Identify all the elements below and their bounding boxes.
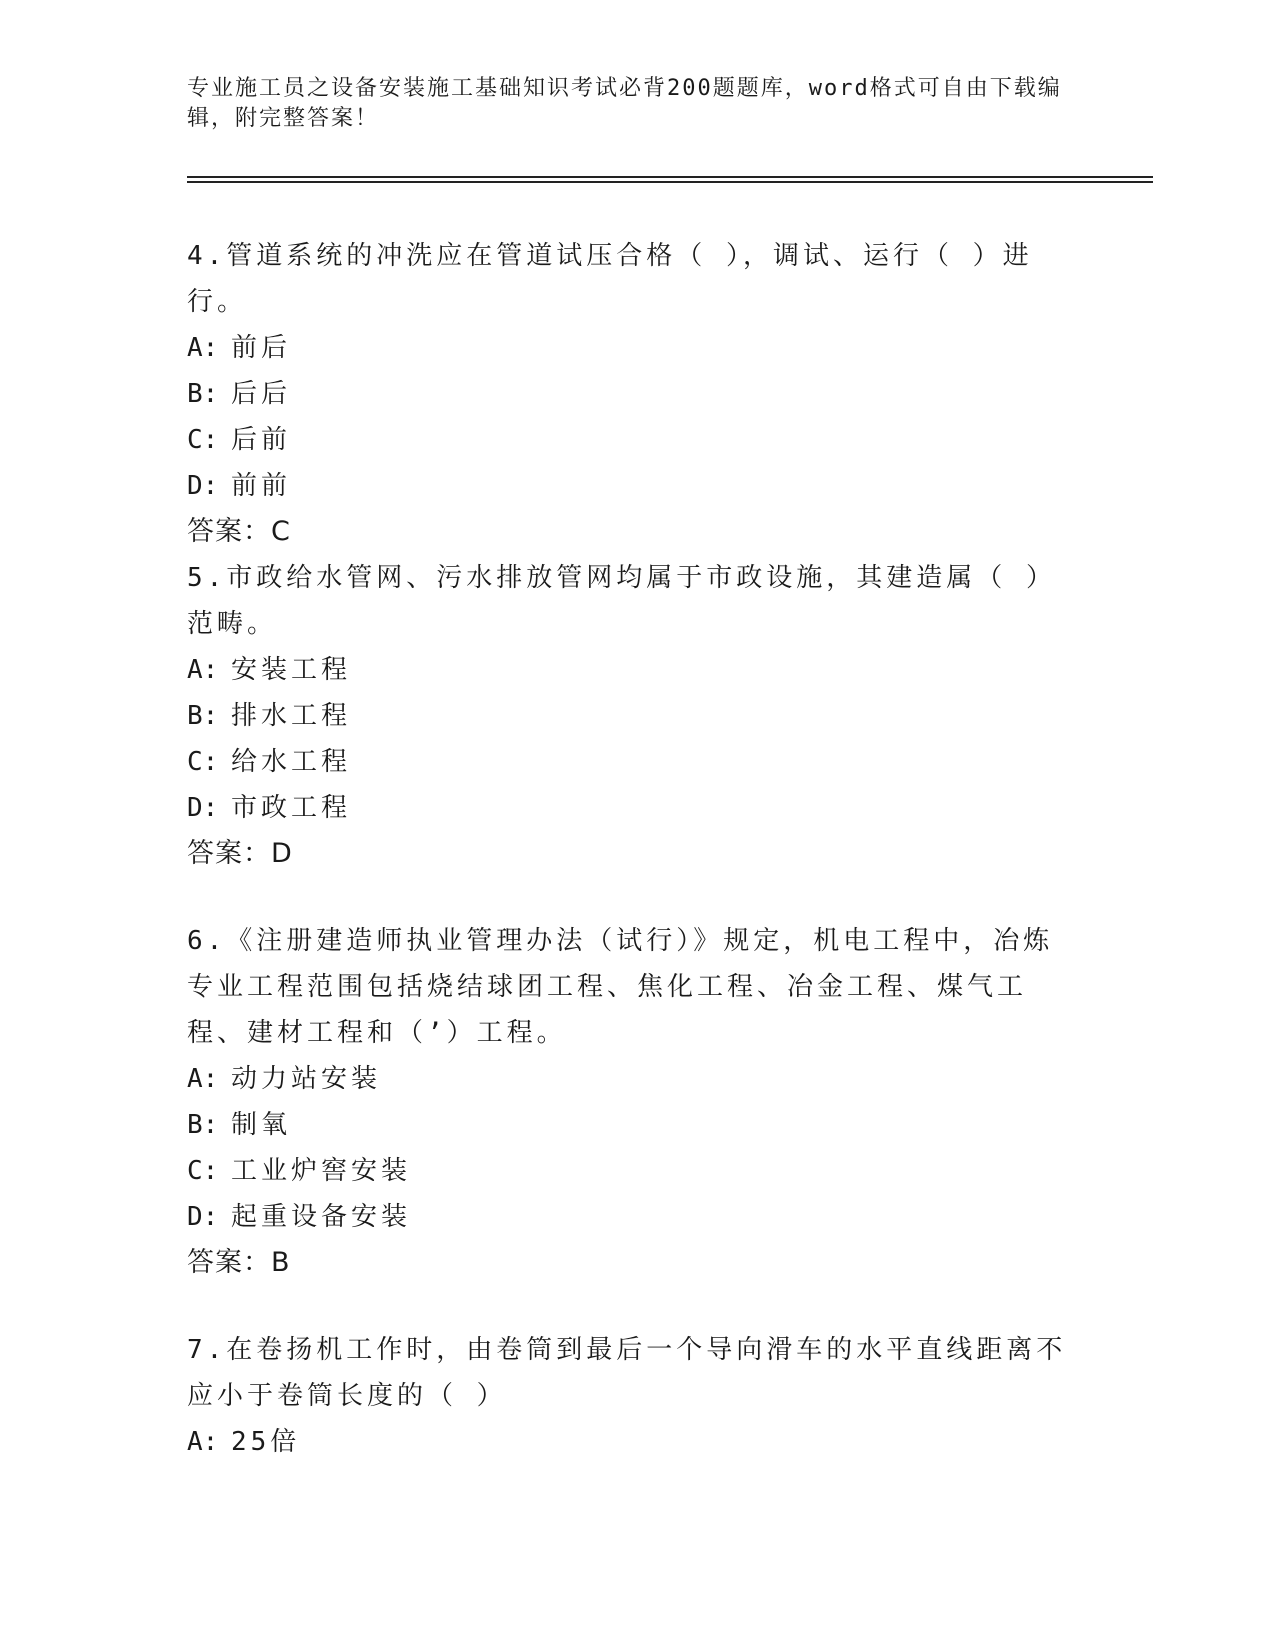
option-text: 给水工程 [231, 747, 352, 777]
question-stem: 5.市政给水管网、污水排放管网均属于市政设施，其建造属（ ）范畴。 [187, 563, 1056, 639]
option-text: 后后 [231, 379, 292, 409]
option-d [187, 463, 1067, 509]
option-letter: B: [187, 1110, 219, 1140]
option-b [187, 371, 1067, 417]
question-4 [187, 233, 1067, 555]
question-5 [187, 555, 1067, 877]
option-letter: D: [187, 471, 219, 501]
option-d [187, 785, 1067, 831]
option-letter: A: [187, 1064, 219, 1094]
option-text: 排水工程 [231, 701, 352, 731]
option-a [187, 1419, 1067, 1465]
question-stem: 7.在卷扬机工作时，由卷筒到最后一个导向滑车的水平直线距离不应小于卷筒长度的（ ） [187, 1335, 1067, 1411]
option-a [187, 325, 1067, 371]
option-text: 前后 [231, 333, 292, 363]
option-text: 起重设备安装 [231, 1202, 412, 1232]
option-a [187, 1056, 1067, 1102]
option-c [187, 417, 1067, 463]
option-b [187, 693, 1067, 739]
answer-line: 答案：D [187, 838, 293, 869]
header-divider-top [187, 176, 1153, 178]
option-a [187, 647, 1067, 693]
option-letter: C: [187, 1156, 219, 1186]
option-text: 制氧 [231, 1110, 292, 1140]
document-header-title: 专业施工员之设备安装施工基础知识考试必背200题题库，word格式可自由下载编辑，附完整答案！ [187, 76, 1062, 131]
option-letter: A: [187, 1427, 219, 1457]
option-letter: A: [187, 333, 219, 363]
option-c [187, 1148, 1067, 1194]
question-7 [187, 1327, 1067, 1465]
answer-line: 答案：C [187, 516, 291, 547]
option-text: 25倍 [231, 1427, 301, 1457]
answer-line: 答案：B [187, 1247, 291, 1278]
header-divider-bottom [187, 181, 1153, 183]
option-letter: D: [187, 793, 219, 823]
question-stem: 4.管道系统的冲洗应在管道试压合格（ ），调试、运行（ ）进行。 [187, 241, 1033, 317]
option-text: 市政工程 [231, 793, 352, 823]
option-letter: B: [187, 701, 219, 731]
question-6 [187, 918, 1067, 1286]
option-d [187, 1194, 1067, 1240]
option-letter: A: [187, 655, 219, 685]
option-letter: B: [187, 379, 219, 409]
option-text: 后前 [231, 425, 292, 455]
option-text: 工业炉窖安装 [231, 1156, 412, 1186]
option-letter: D: [187, 1202, 219, 1232]
option-text: 安装工程 [231, 655, 352, 685]
option-text: 动力站安装 [231, 1064, 382, 1094]
option-text: 前前 [231, 471, 292, 501]
option-c [187, 739, 1067, 785]
option-letter: C: [187, 425, 219, 455]
question-stem: 6.《注册建造师执业管理办法（试行）》规定，机电工程中，冶炼专业工程范围包括烧结球团工程、焦化工程、冶金工程、煤气工程、建材工程和（’）工程。 [187, 926, 1054, 1048]
option-letter: C: [187, 747, 219, 777]
option-b [187, 1102, 1067, 1148]
